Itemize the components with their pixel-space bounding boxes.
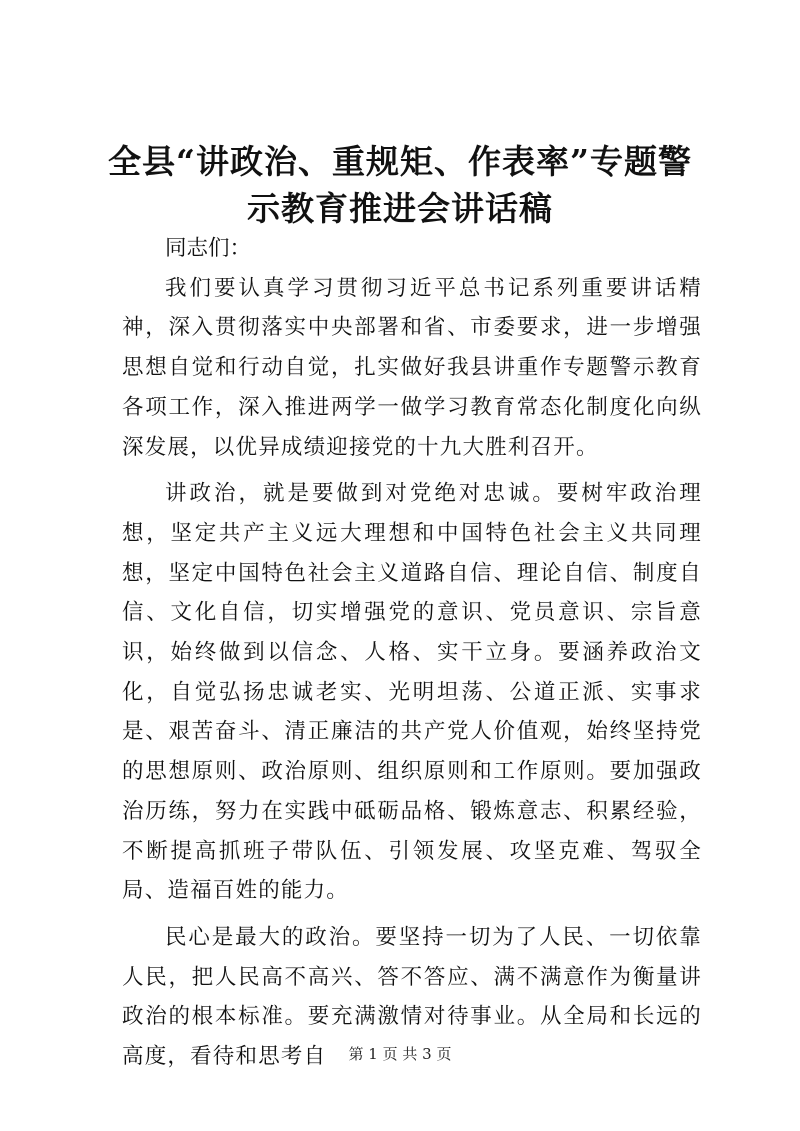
paragraph: 民心是最大的政治。要坚持一切为了人民、一切依靠人民，把人民高不高兴、答不答应、满不满意作为衡量讲政治的根本标准。要充满激情对待事业。从全局和长远的高度，看待和思考自 [122,924,702,1070]
paragraph-gap [122,911,702,918]
document-title: 全县“讲政治、重规矩、作表率”专题警示教育推进会讲话稿 [108,142,692,228]
paragraph: 我们要认真学习贯彻习近平总书记系列重要讲话精神，深入贯彻落实中央部署和省、市委要求，进一步增强思想自觉和行动自觉，扎实做好我县讲重作专题警示教育各项工作，深入推进两学一做学习教育常态化制度化向纵深发展，以优异成绩迎接党的十九大胜利召开。 [122,275,702,460]
document-body [122,229,702,1077]
salutation: 同志们： [165,236,252,261]
paragraph-gap [122,467,702,474]
paragraph: 讲政治，就是要做到对党绝对忠诚。要树牢政治理想，坚定共产主义远大理想和中国特色社会主义共同理想，坚定中国特色社会主义道路自信、理论自信、制度自信、文化自信，切实增强党的意识、党员意识、宗旨意识，始终做到以信念、人格、实干立身。要涵养政治文化，自觉弘扬忠诚老实、光明坦荡、公道正派、实事求是、艰苦奋斗、清正廉洁的共产党人价值观，始终坚持党的思想原则、政治原则、组织原则和工作原则。要加强政治历练，努力在实践中砥砺品格、锻炼意志、积累经验，不断提高抓班子带队伍、引领发展、攻坚克难、驾驭全局、造福百姓的能力。 [122,481,702,904]
page-footer: 第 1 页 共 3 页 [348,1045,452,1063]
